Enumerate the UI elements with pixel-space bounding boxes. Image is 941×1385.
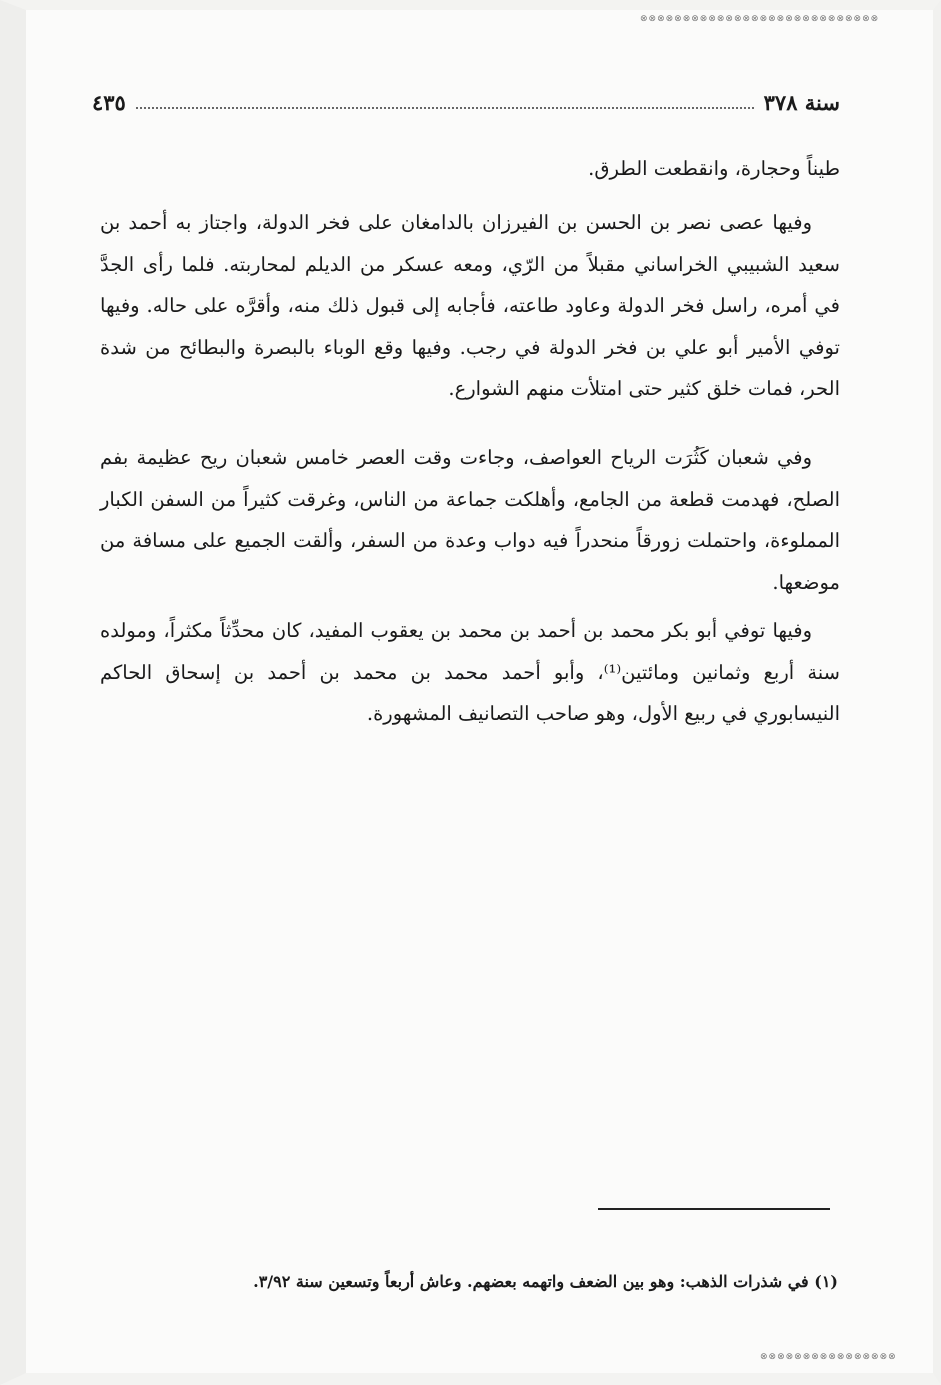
- footnote-separator: [598, 1208, 830, 1210]
- dotted-leader: [136, 107, 754, 109]
- page-header: [92, 85, 840, 115]
- footnote: (١) في شذرات الذهب: وهو بين الضعف واتهمه بعضهم. وعاش أربعاً وتسعين سنة ٣/٩٢.: [253, 1272, 838, 1291]
- paragraph: وفيها عصى نصر بن الحسن بن الفيرزان بالدامغان على فخر الدولة، واجتاز به أحمد بن سعيد الشبيبي الخراساني مقبلاً من الرّي، ومعه عسكر من الديلم لمحاربته. فلما رأى الجدَّ في أمره، راسل فخر الدولة وعاود طاعته، فأجابه إلى قبول ذلك منه، وأقرَّه على حاله. وفيها توفي الأمير أبو علي بن فخر الدولة في رجب. وفيها وقع الوباء بالبصرة والبطائح من شدة الحر، فمات خلق كثير حتى امتلأت منهم الشوارع.: [100, 211, 840, 400]
- running-head: سنة ٣٧٨: [763, 90, 840, 115]
- paragraph: وفيها توفي أبو بكر محمد بن أحمد بن محمد بن يعقوب المفيد، كان محدِّثاً مكثراً، ومولده سنة أربع وثمانين ومائتين⁽¹⁾، وأبو أحمد محمد بن محمد بن أحمد بن إسحاق الحاكم النيسابوري في ربيع الأول، وهو صاحب التصانيف المشهورة.: [100, 619, 841, 725]
- bottom-ornament-border: ⊗⊗⊗⊗⊗⊗⊗⊗⊗⊗⊗⊗⊗⊗⊗⊗: [760, 1352, 897, 1362]
- page-number: ٤٣٥: [92, 90, 126, 115]
- paragraph-continuation: طيناً وحجارة، وانقطعت الطرق.: [588, 157, 840, 180]
- paragraph: وفي شعبان كَثُرَت الرياح العواصف، وجاءت وقت العصر خامس شعبان ريح عظيمة بفم الصلح، فهدمت قطعة من الجامع، وأهلكت جماعة من الناس، وغرقت كثيراً من السفن الكبار المملوءة، واحتملت زورقاً منحدراً فيه دواب وعدة من السفر، وألقت الجميع على مسافة من موضعها.: [100, 446, 840, 594]
- top-ornament-border: ⊗⊗⊗⊗⊗⊗⊗⊗⊗⊗⊗⊗⊗⊗⊗⊗⊗⊗⊗⊗⊗⊗⊗⊗⊗⊗⊗⊗: [640, 14, 880, 24]
